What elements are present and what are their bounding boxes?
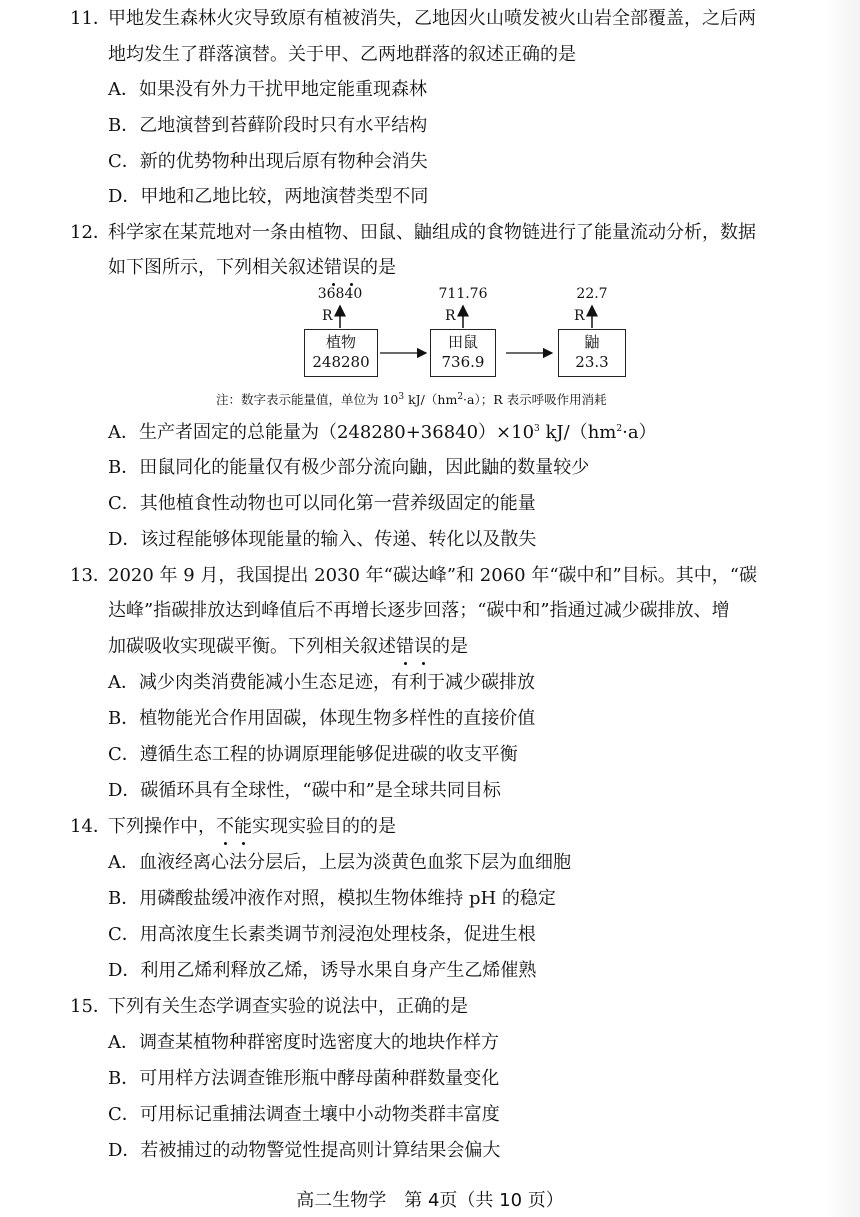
q14-emphasis-neng: 能 <box>234 814 252 840</box>
q12-option-b: B．田鼠同化的能量仅有极少部分流向鼬，因此鼬的数量较少 <box>108 457 590 478</box>
q12-emphasis-cuo: 错 <box>324 255 342 281</box>
weasel-r-label: R <box>574 308 585 324</box>
q15-option-c: C．可用标记重捕法调查土壤中小动物类群丰富度 <box>108 1104 500 1125</box>
q13-option-b: B．植物能光合作用固碳，体现生物多样性的直接价值 <box>108 708 536 729</box>
q13-option-a: A．减少肉类消费能减小生态足迹，有利于减少碳排放 <box>108 672 535 693</box>
plant-energy-value: 248280 <box>312 353 370 371</box>
vole-energy-value: 736.9 <box>441 353 485 371</box>
q11-option-c: C．新的优势物种出现后原有物种会消失 <box>108 151 428 172</box>
q13-stem-3: 加碳吸收实现碳平衡。下列相关叙述错误的是 <box>108 634 468 660</box>
plant-name: 植物 <box>325 333 356 351</box>
q14-stem-1: 下列操作中，不能实现实验目的的是 <box>108 814 396 840</box>
q13-option-c: C．遵循生态工程的协调原理能够促进碳的收支平衡 <box>108 744 518 765</box>
q14-option-a: A．血液经离心法分层后，上层为淡黄色血浆下层为血细胞 <box>108 852 571 873</box>
q12-option-a: A．生产者固定的总能量为$(248280+36840)\times 10^3$ $kJ/(hm^2\cdot a)$ <box>108 422 657 443</box>
q12-option-c: C．其他植食性动物也可以同化第一营养级固定的能量 <box>108 493 536 514</box>
q11-option-a: A．如果没有外力干扰甲地定能重现森林 <box>108 79 427 100</box>
q12-stem-2: 如下图所示，下列相关叙述错误的是 <box>108 255 396 281</box>
weasel-respiration-value: 22.7 <box>576 286 608 302</box>
q14-option-d: D．利用乙烯利释放乙烯，诱导水果自身产生乙烯催熟 <box>108 960 537 981</box>
q12-option-d: D．该过程能够体现能量的输入、传递、转化以及散失 <box>108 529 537 550</box>
q11-option-d: D．甲地和乙地比较，两地演替类型不同 <box>108 186 429 207</box>
q13-number: 13． <box>70 565 111 586</box>
page-footer: 高二生物学 第 4页（共 10 页） <box>296 1190 564 1211</box>
q11-option-b: B．乙地演替到苔藓阶段时只有水平结构 <box>108 115 428 136</box>
q13-emphasis-cuo: 错 <box>396 634 414 660</box>
plant-box <box>304 329 378 377</box>
q14-number: 14． <box>70 816 111 837</box>
vole-r-label: R <box>445 308 456 324</box>
vole-respiration-value: 711.76 <box>438 286 488 302</box>
vole-name: 田鼠 <box>447 333 478 351</box>
q12-stem-1: 科学家在某荒地对一条由植物、田鼠、鼬组成的食物链进行了能量流动分析，数据 <box>108 222 756 243</box>
q15-option-d: D．若被捕过的动物警觉性提高则计算结果会偏大 <box>108 1140 501 1161</box>
q15-option-a: A．调查某植物种群密度时选密度大的地块作样方 <box>108 1032 499 1053</box>
q15-option-b: B．可用样方法调查锥形瓶中酵母菌种群数量变化 <box>108 1068 500 1089</box>
q13-stem-1: 2020 年 9 月，我国提出 2030 年“碳达峰”和 2060 年“碳中和”目标。其中，“碳 <box>108 565 757 586</box>
plant-r-label: R <box>322 308 333 324</box>
vole-box <box>430 329 496 377</box>
weasel-name: 鼬 <box>584 333 600 351</box>
q14-emphasis-bu: 不 <box>216 814 234 840</box>
weasel-energy-value: 23.3 <box>575 353 609 371</box>
q11-number: 11． <box>70 8 111 29</box>
q12-number: 12． <box>70 222 111 243</box>
q11-stem-2: 地均发生了群落演替。关于甲、乙两地群落的叙述正确的是 <box>108 44 576 65</box>
q12-emphasis-wu: 误 <box>342 255 360 281</box>
weasel-box <box>558 329 626 377</box>
food-chain-diagram <box>300 286 640 382</box>
plant-respiration-value: 36840 <box>317 286 363 302</box>
q15-number: 15． <box>70 996 111 1017</box>
q11-stem-1: 甲地发生森林火灾导致原有植被消失，乙地因火山喷发被火山岩全部覆盖，之后两 <box>108 8 756 29</box>
q15-stem-1: 下列有关生态学调查实验的说法中，正确的是 <box>108 996 468 1017</box>
q13-stem-2: 达峰”指碳排放达到峰值后不再增长逐步回落；“碳中和”指通过减少碳排放、增 <box>108 600 730 621</box>
page-edge-shadow <box>824 0 860 1217</box>
q13-emphasis-wu: 误 <box>414 634 432 660</box>
q14-option-c: C．用高浓度生长素类调节剂浸泡处理枝条，促进生根 <box>108 924 536 945</box>
q13-option-d: D．碳循环具有全球性，“碳中和”是全球共同目标 <box>108 780 501 801</box>
diagram-note: 注：数字表示能量值，单位为 $10^3$ $kJ/(hm^2\cdot a)$；R 表示呼吸作用消耗 <box>216 391 607 407</box>
q14-option-b: B．用磷酸盐缓冲液作对照，模拟生物体维持 pH 的稳定 <box>108 888 556 909</box>
